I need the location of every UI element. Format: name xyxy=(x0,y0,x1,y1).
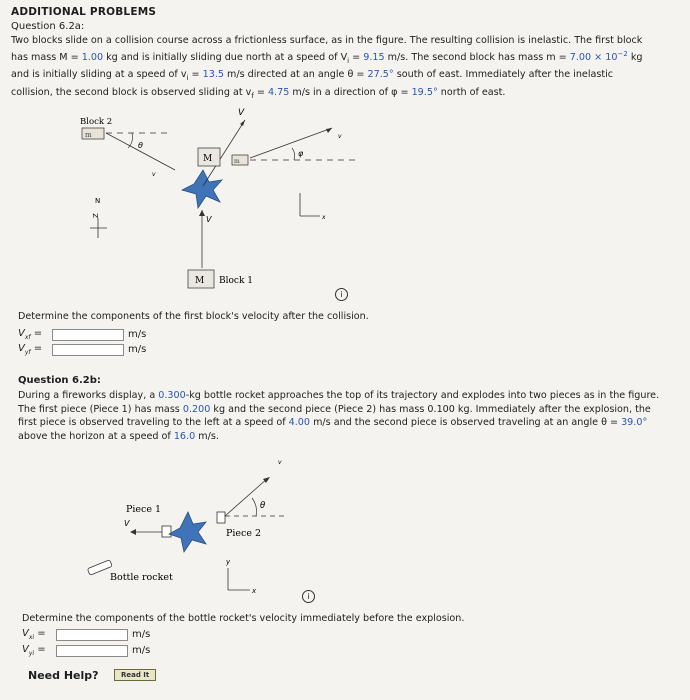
vf-small-label: v xyxy=(338,133,342,140)
piece-1-arrowhead xyxy=(130,529,136,535)
collision-figure xyxy=(70,98,370,298)
question-b-line-4: above the horizon at a speed of 16.0 m/s. xyxy=(18,430,219,442)
info-icon-b[interactable]: i xyxy=(302,590,315,603)
piece-2 xyxy=(217,512,225,523)
question-a-line-4: collision, the second block is observed sliding at $v_f = 4.75$ m/s in a direction of φ = 19.5° north of east. xyxy=(11,86,506,100)
block-m-after-label: M xyxy=(203,154,213,164)
theta-label-b: θ xyxy=(260,501,266,511)
axis-y-label-b: y xyxy=(226,558,231,566)
read-it-button[interactable]: Read It xyxy=(114,669,156,681)
compass-z: Z xyxy=(92,213,100,218)
theta-label: θ xyxy=(138,141,143,150)
answer-label-vyf: $V_{yf}$ = xyxy=(18,343,43,356)
v2-label: v xyxy=(278,459,282,466)
vyf-input[interactable] xyxy=(52,344,124,356)
question-a-line-1: Two blocks slide on a collision course across a frictionless surface, as in the figure. The resulting collision is inelastic. The first block xyxy=(11,35,643,46)
question-b-line-2: The first piece (Piece 1) has mass 0.200 kg and the second piece (Piece 2) has mass 0.100 kg. Immediately after the explosion, the xyxy=(18,403,651,415)
vi-arrowhead xyxy=(199,210,205,216)
need-help-label: Need Help? xyxy=(28,669,99,682)
vi-label: v xyxy=(152,171,156,178)
question-a-line-3: and is initially sliding at a speed of $v_i = 13.5$ m/s directed at an angle θ = 27.5° south of east. Immediately after the inelastic xyxy=(11,69,614,82)
question-a-prompt: Determine the components of the first block's velocity after the collision. xyxy=(18,311,369,322)
compass-n: N xyxy=(95,197,101,205)
piece-1 xyxy=(162,526,171,537)
bottle-rocket-label: Bottle rocket xyxy=(110,572,173,583)
question-a-line-2: has mass M = 1.00 kg and is initially sliding due north at a speed of $V_i = 9.15$ m/s. The second block has mass $m = 7.00 \times 10^{-2}$ kg xyxy=(11,49,643,65)
vyf-unit: m/s xyxy=(128,344,147,355)
vf-label: V xyxy=(238,108,245,118)
theta-arc-b xyxy=(252,498,257,516)
vxf-input[interactable] xyxy=(52,329,124,341)
question-b-prompt: Determine the components of the bottle rocket's velocity immediately before the explosion. xyxy=(22,613,465,624)
bottle-rocket xyxy=(87,560,112,575)
question-b-title: Question 6.2b: xyxy=(18,375,101,386)
block-1-label: Block 1 xyxy=(219,276,253,286)
answer-row-vxi xyxy=(22,628,150,641)
question-b-line-3: first piece is observed traveling to the left at a speed of 4.00 m/s and the second piece is observed traveling at an angle θ = 39.0° xyxy=(18,417,648,428)
block-2-path xyxy=(106,133,175,170)
question-b-line-1: During a fireworks display, a 0.300-kg bottle rocket approaches the top of its trajectory and explodes into two pieces as in the figure. xyxy=(18,390,660,401)
answer-row-vxf xyxy=(18,328,146,341)
answer-row-vyi xyxy=(22,644,150,657)
question-a-text xyxy=(11,34,683,103)
axis-x-label: x xyxy=(322,214,326,221)
vf-small-arrowhead xyxy=(326,128,332,133)
block-2-label: Block 2 xyxy=(80,117,113,127)
block-1-m-label: M xyxy=(195,276,205,286)
rocket-figure xyxy=(80,450,320,600)
theta-arc xyxy=(128,133,133,148)
vxf-unit: m/s xyxy=(128,329,147,340)
answer-row-vyf xyxy=(18,343,146,356)
vyi-unit: m/s xyxy=(132,645,151,656)
answer-label-vxi: $V_{xi}$ = xyxy=(22,628,46,641)
explosion-star xyxy=(169,512,206,552)
block-2-label-m: m xyxy=(85,131,92,139)
section-title: ADDITIONAL PROBLEMS xyxy=(11,6,157,18)
piece-2-label: Piece 2 xyxy=(226,528,262,539)
question-b-text xyxy=(18,389,686,443)
piece-1-label: Piece 1 xyxy=(126,504,162,515)
phi-label: φ xyxy=(298,149,304,158)
block-m-small-label: m xyxy=(234,158,240,165)
piece-2-arrowhead xyxy=(263,477,270,483)
axis-x-label-b: x xyxy=(252,587,257,595)
V1-label: V xyxy=(124,519,130,528)
Vi-label: V xyxy=(206,215,212,224)
answer-label-vxf: $V_{xf}$ = xyxy=(18,328,43,341)
vxi-input[interactable] xyxy=(56,629,128,641)
vf-small-vector xyxy=(250,128,332,158)
vyi-input[interactable] xyxy=(56,645,128,657)
vf-arrowhead xyxy=(240,120,245,126)
vxi-unit: m/s xyxy=(132,629,151,640)
collision-star xyxy=(182,170,222,208)
question-a-title: Question 6.2a: xyxy=(11,21,85,32)
info-icon-a[interactable]: i xyxy=(335,288,348,301)
phi-arc xyxy=(292,148,295,160)
answer-label-vyi: $V_{yi}$ = xyxy=(22,644,46,657)
